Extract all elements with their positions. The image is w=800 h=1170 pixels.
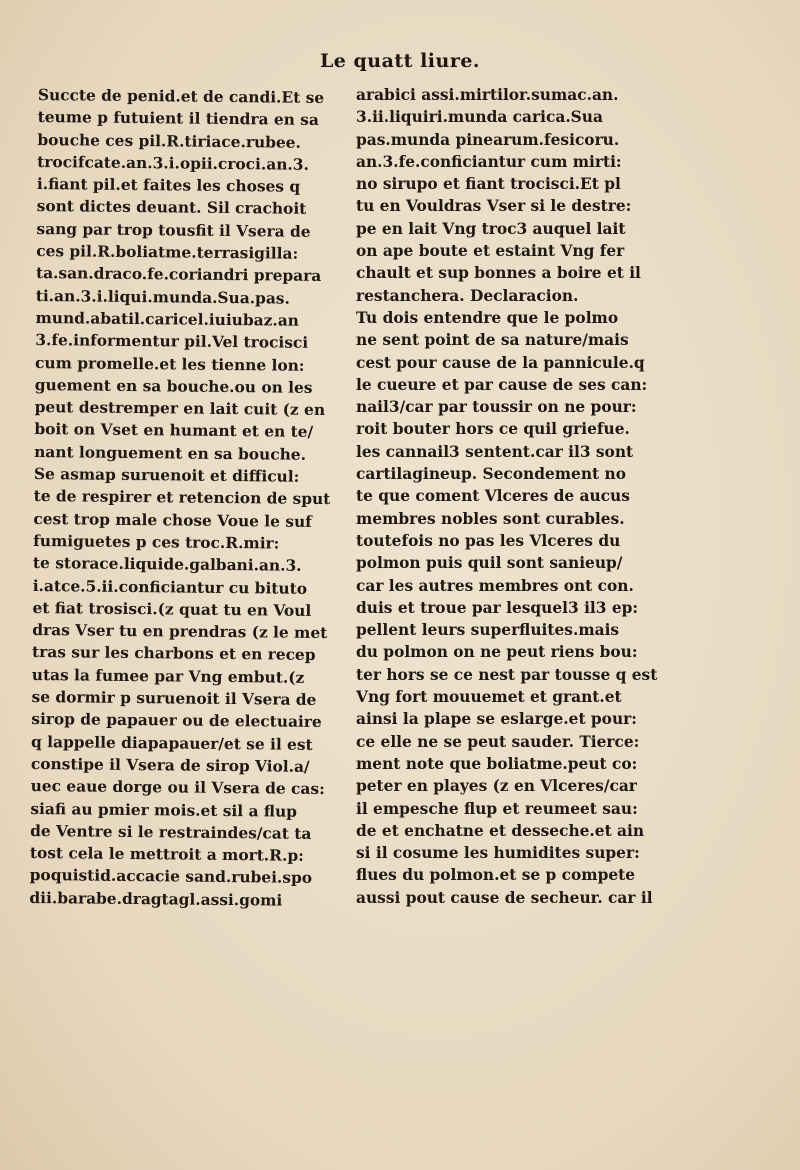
text-line: an.3.fe.conficiantur cum mirti: <box>356 152 622 171</box>
text-line: dras Vser tu en prendras (z le met <box>32 621 328 643</box>
text-line: chault et sup bonnes a boire et il <box>356 264 641 283</box>
text-line: cartilagineup. Secondement no <box>356 465 626 484</box>
text-line: fumiguetes p ces troc.R.mir: <box>33 531 280 553</box>
text-line: ainsi la plape se eslarge.et pour: <box>356 710 637 729</box>
text-line: sang par trop tousfit il Vsera de <box>36 219 311 241</box>
text-line: utas la fumee par Vng embut.(z <box>31 665 305 687</box>
text-line: dii.barabe.dragtagl.assi.gomi <box>29 888 283 910</box>
text-line: siafi au pmier mois.et sil a flup <box>30 799 298 821</box>
text-line: te storace.liquide.galbani.an.3. <box>32 554 302 576</box>
text-line: tost cela le mettroit a mort.R.p: <box>29 844 304 865</box>
text-line: teume p futuient il tiendra en sa <box>37 108 319 130</box>
text-line: cum promelle.et les tienne lon: <box>34 353 305 375</box>
text-line: membres nobles sont curables. <box>356 509 625 528</box>
text-line: i.atce.5.ii.conficiantur cu bituto <box>32 576 308 598</box>
left-column <box>29 84 348 912</box>
text-line: ter hors se ce nest par tousse q est <box>356 665 658 684</box>
text-line: restanchera. Declaracion. <box>356 286 579 305</box>
text-line: si il cosume les humidites super: <box>356 844 640 863</box>
text-line: duis et troue par lesquel3 il3 ep: <box>356 598 639 617</box>
text-line: ce elle ne se peut sauder. Tierce: <box>356 732 640 751</box>
text-line: tu en Vouldras Vser si le destre: <box>356 197 632 216</box>
text-line: te de respirer et retencion de sput <box>33 487 331 509</box>
text-line: ment note que boliatme.peut co: <box>356 754 638 773</box>
text-line: poquistid.accacie sand.rubei.spo <box>29 866 313 888</box>
text-line: Succte de penid.et de candi.Et se <box>37 85 325 107</box>
text-line: se dormir p suruenoit il Vsera de <box>31 687 317 709</box>
text-line: pe en lait Vng troc3 auquel lait <box>356 219 626 238</box>
text-line: 3.fe.informentur pil.Vel trocisci <box>35 331 309 353</box>
text-line: cest pour cause de la pannicule.q <box>356 353 645 372</box>
text-line: bouche ces pil.R.tiriace.rubee. <box>37 130 301 152</box>
text-line: le cueure et par cause de ses can: <box>356 375 648 394</box>
text-line: peter en playes (z en Vlceres/car <box>356 777 637 796</box>
text-line: pas.munda pinearum.fesicoru. <box>356 130 620 149</box>
text-line: polmon puis quil sont sanieup/ <box>356 554 623 573</box>
text-line: cest trop male chose Voue le suf <box>33 509 312 531</box>
text-line: sirop de papauer ou de electuaire <box>31 710 322 732</box>
text-line: mund.abatil.caricel.iuiubaz.an <box>35 308 300 330</box>
text-line: Tu dois entendre que le polmo <box>356 308 619 327</box>
text-line: 3.ii.liquiri.munda carica.Sua <box>356 108 603 127</box>
text-line: sont dictes deuant. Sil crachoit <box>36 197 307 219</box>
text-line: pellent leurs superfluites.mais <box>356 621 620 640</box>
text-line: du polmon on ne peut riens bou: <box>356 643 638 662</box>
text-line: constipe il Vsera de sirop Viol.a/ <box>30 754 310 776</box>
right-column <box>356 84 686 909</box>
text-line: Vng fort mouuemet et grant.et <box>356 688 622 707</box>
text-line: les cannail3 sentent.car il3 sont <box>356 442 634 461</box>
text-line: i.fiant pil.et faites les choses q <box>36 175 301 196</box>
text-line: peut destremper en lait cuit (z en <box>34 398 326 420</box>
text-line: car les autres membres ont con. <box>356 576 634 595</box>
text-line: te que coment Vlceres de aucus <box>356 487 630 506</box>
text-line: nant longuement en sa bouche. <box>34 442 307 464</box>
text-line: et fiat trosisci.(z quat tu en Voul <box>32 598 312 620</box>
text-line: il empesche flup et reumeet sau: <box>356 799 638 818</box>
text-line: aussi pout cause de secheur. car il <box>356 888 653 907</box>
text-line: no sirupo et fiant trocisci.Et pl <box>356 175 621 194</box>
text-line: ta.san.draco.fe.coriandri prepara <box>35 264 322 286</box>
text-line: q lappelle diapapauer/et se il est <box>31 732 313 754</box>
text-line: on ape boute et estaint Vng fer <box>356 242 625 261</box>
text-line: toutefois no pas les Vlceres du <box>356 531 621 550</box>
text-line: boit on Vset en humant et en te/ <box>34 420 314 442</box>
text-line: ti.an.3.i.liqui.munda.Sua.pas. <box>35 286 290 308</box>
text-line: tras sur les charbons et en recep <box>31 643 316 665</box>
text-line: uec eaue dorge ou il Vsera de cas: <box>30 777 325 799</box>
text-line: guement en sa bouche.ou on les <box>34 375 313 397</box>
text-line: arabici assi.mirtilor.sumac.an. <box>356 86 619 104</box>
text-line: ne sent point de sa nature/mais <box>356 331 629 350</box>
text-line: Se asmap suruenoit et difficul: <box>33 465 300 486</box>
text-line: ces pil.R.boliatme.terrasigilla: <box>36 242 299 263</box>
text-line: de Ventre si le restraindes/cat ta <box>30 821 312 843</box>
text-line: nail3/car par toussir on ne pour: <box>356 398 637 417</box>
text-line: de et enchatne et desseche.et ain <box>356 821 645 840</box>
text-line: flues du polmon.et se p compete <box>356 866 636 885</box>
text-line: trocifcate.an.3.i.opii.croci.an.3. <box>37 152 309 174</box>
running-header: Le quatt liure. <box>319 50 481 72</box>
text-line: roit bouter hors ce quil griefue. <box>356 420 630 439</box>
